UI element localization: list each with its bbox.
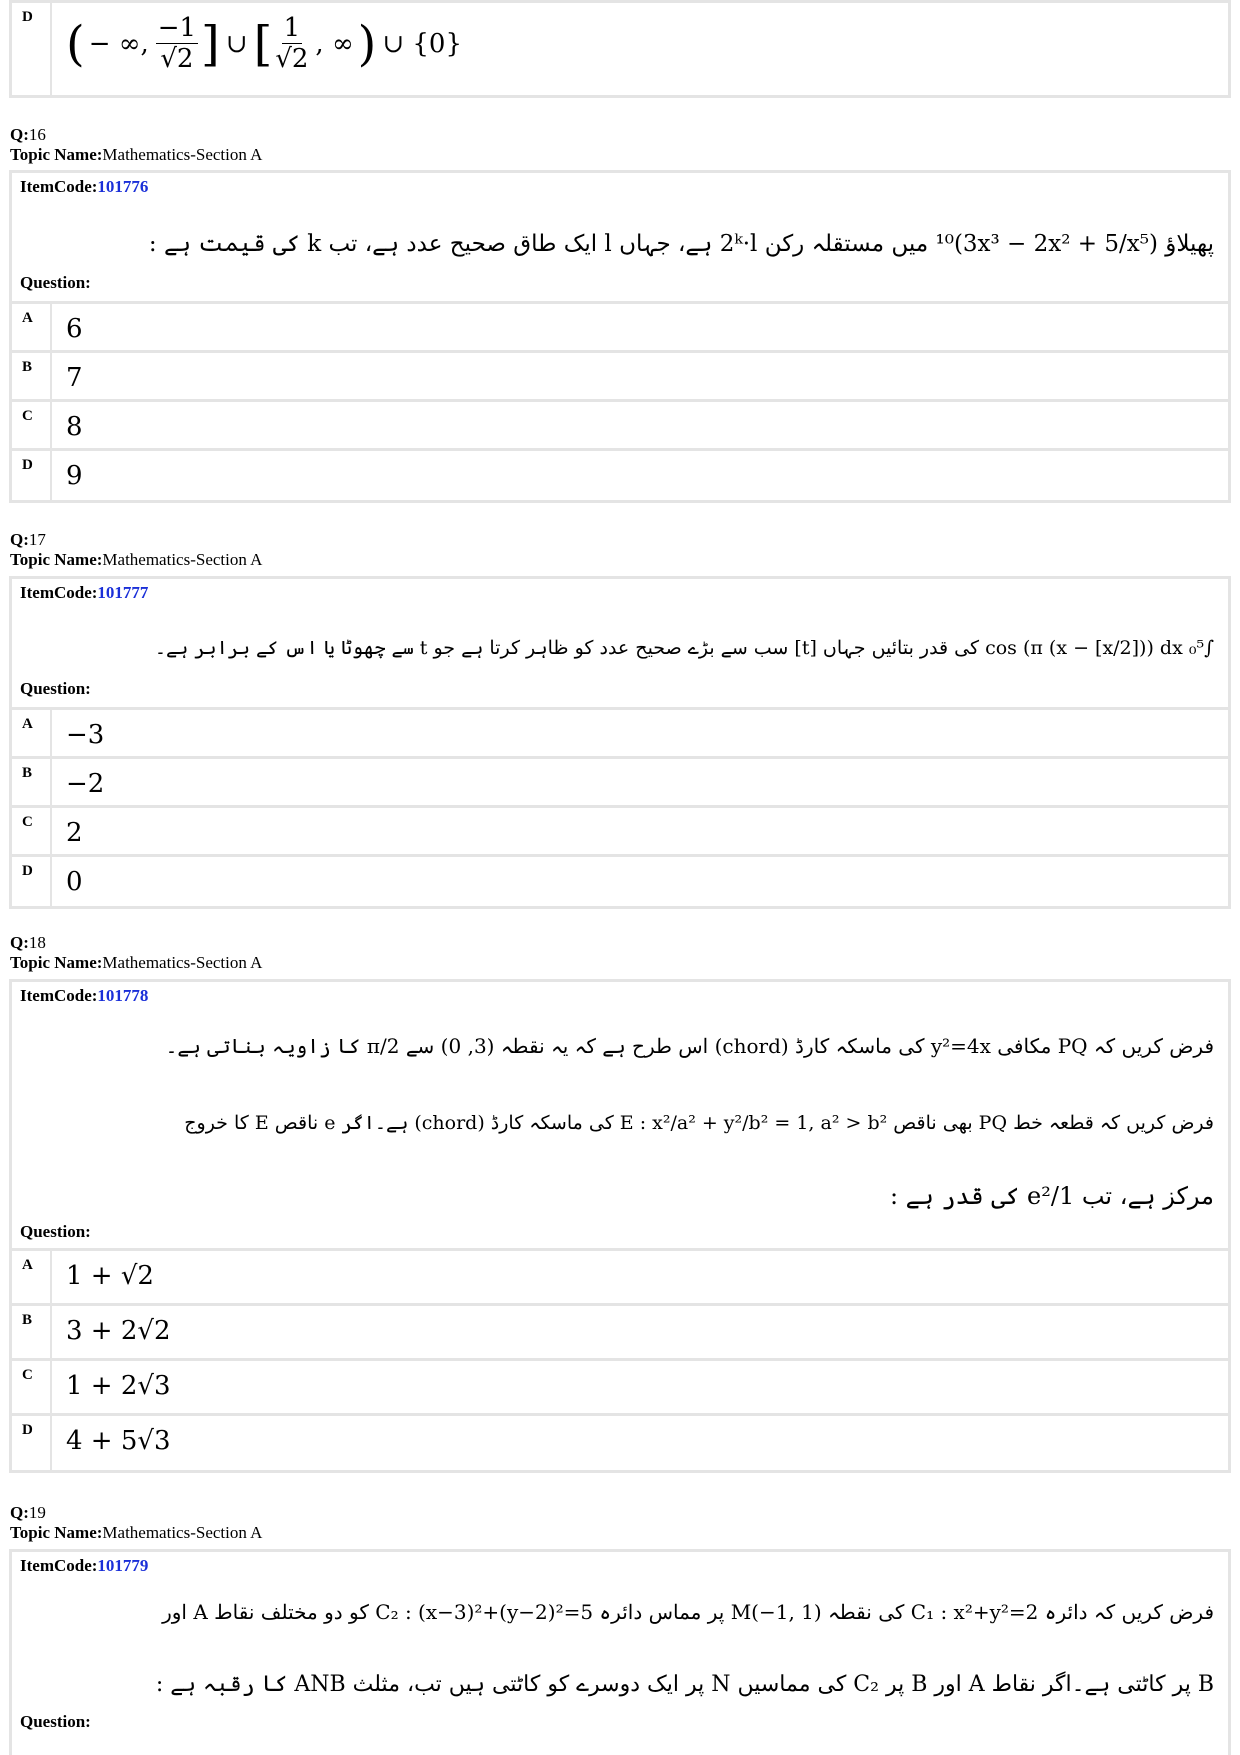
question-label: Question: (20, 273, 91, 292)
question-label: Question: (20, 1222, 91, 1241)
question-text: ∫₀⁵ cos (π (x − [x/2])) dx کی قدر بتائیں جہاں [t] سب سے بڑے صحیح عدد کو ظاہر کرتا ہے جو t سے چھوٹا یا اس کے برابر ہے۔ (154, 637, 1214, 659)
question-text: پھیلاؤ (3x³ − 2x² + 5/x⁵)¹⁰ میں مستقلہ رکن 2ᵏ·l ہے، جہاں l ایک طاق صحیح عدد ہے، تب k کی قیمت ہے : (148, 231, 1214, 257)
topic-name: Mathematics-Section A (102, 145, 263, 164)
option-row[interactable]: D 9 (12, 448, 1228, 503)
question-header: Q:18 Topic Name:Mathematics-Section A (10, 933, 263, 972)
option-value[interactable]: ( − ∞, $\frac{-1}{√2}$ ] ∪ [ $\frac{1}{√2}$ , ∞ ) ∪ {0} (66, 13, 463, 74)
option-separator (50, 3, 52, 95)
question-label: Question: (20, 1712, 91, 1731)
option-letter: D (22, 9, 33, 25)
option-row[interactable]: D 4 + 5√3 (12, 1413, 1228, 1473)
question-box-16 (9, 170, 1231, 503)
option-row[interactable]: C 1 + 2√3 (12, 1358, 1228, 1415)
question-text-line: فرض کریں کہ قطعہ خط PQ بھی ناقص E : x²/a² + y²/b² = 1, a² > b² کی ماسکہ کارڈ (chord) ہے۔اگر e ناقص E کا خروج (184, 1112, 1214, 1134)
option-row[interactable]: B −2 (12, 756, 1228, 807)
question-header: Q:17 Topic Name:Mathematics-Section A (10, 530, 263, 569)
topic-name: Mathematics-Section A (102, 953, 263, 972)
option-row[interactable]: B 3 + 2√2 (12, 1303, 1228, 1360)
question-text-line: فرض کریں کہ دائرہ C₁ : x²+y²=2 کی نقطہ M(−1, 1) پر مماس دائرہ C₂ : (x−3)²+(y−2)²=5 کو دو مختلف نقاط A اور (162, 1600, 1214, 1624)
question-header: Q:16 Topic Name:Mathematics-Section A (10, 125, 263, 164)
question-label: Question: (20, 679, 91, 698)
option-row[interactable]: B 7 (12, 350, 1228, 401)
option-row[interactable]: D 0 (12, 854, 1228, 909)
item-code: ItemCode:101778 (20, 986, 149, 1005)
option-row[interactable]: A −3 (12, 707, 1228, 758)
option-row[interactable]: C 8 (12, 399, 1228, 450)
question-box-17 (9, 576, 1231, 909)
question-number: 19 (28, 1503, 46, 1522)
topic-name: Mathematics-Section A (102, 1523, 263, 1542)
question-text-line: B پر کاٹتی ہے۔اگر نقاط A اور B پر C₂ کی مماسیں N پر ایک دوسرے کو کاٹتی ہیں تب، مثلث ANB کا رقبہ ہے : (155, 1672, 1214, 1697)
question-text-line: فرض کریں کہ PQ مکافی y²=4x کی ماسکہ کارڈ (chord) اس طرح ہے کہ یہ نقطہ (3, 0) سے π/2 کا زاویہ بناتی ہے۔ (165, 1034, 1214, 1058)
question-box-19 (9, 1549, 1231, 1755)
option-row[interactable]: A 6 (12, 301, 1228, 352)
q15-option-d-box (9, 0, 1231, 98)
option-row[interactable]: A 1 + √2 (12, 1248, 1228, 1305)
option-row[interactable]: C 2 (12, 805, 1228, 856)
question-box-18 (9, 979, 1231, 1473)
question-number: 16 (28, 125, 46, 144)
question-text-line: مرکز ہے، تب 1/e² کی قدر ہے : (889, 1182, 1214, 1210)
item-code: ItemCode:101776 (20, 177, 149, 196)
question-number: 18 (28, 933, 46, 952)
topic-name: Mathematics-Section A (102, 550, 263, 569)
question-header: Q:19 Topic Name:Mathematics-Section A (10, 1503, 263, 1542)
question-number: 17 (28, 530, 46, 549)
item-code: ItemCode:101777 (20, 583, 149, 602)
item-code: ItemCode:101779 (20, 1556, 149, 1575)
